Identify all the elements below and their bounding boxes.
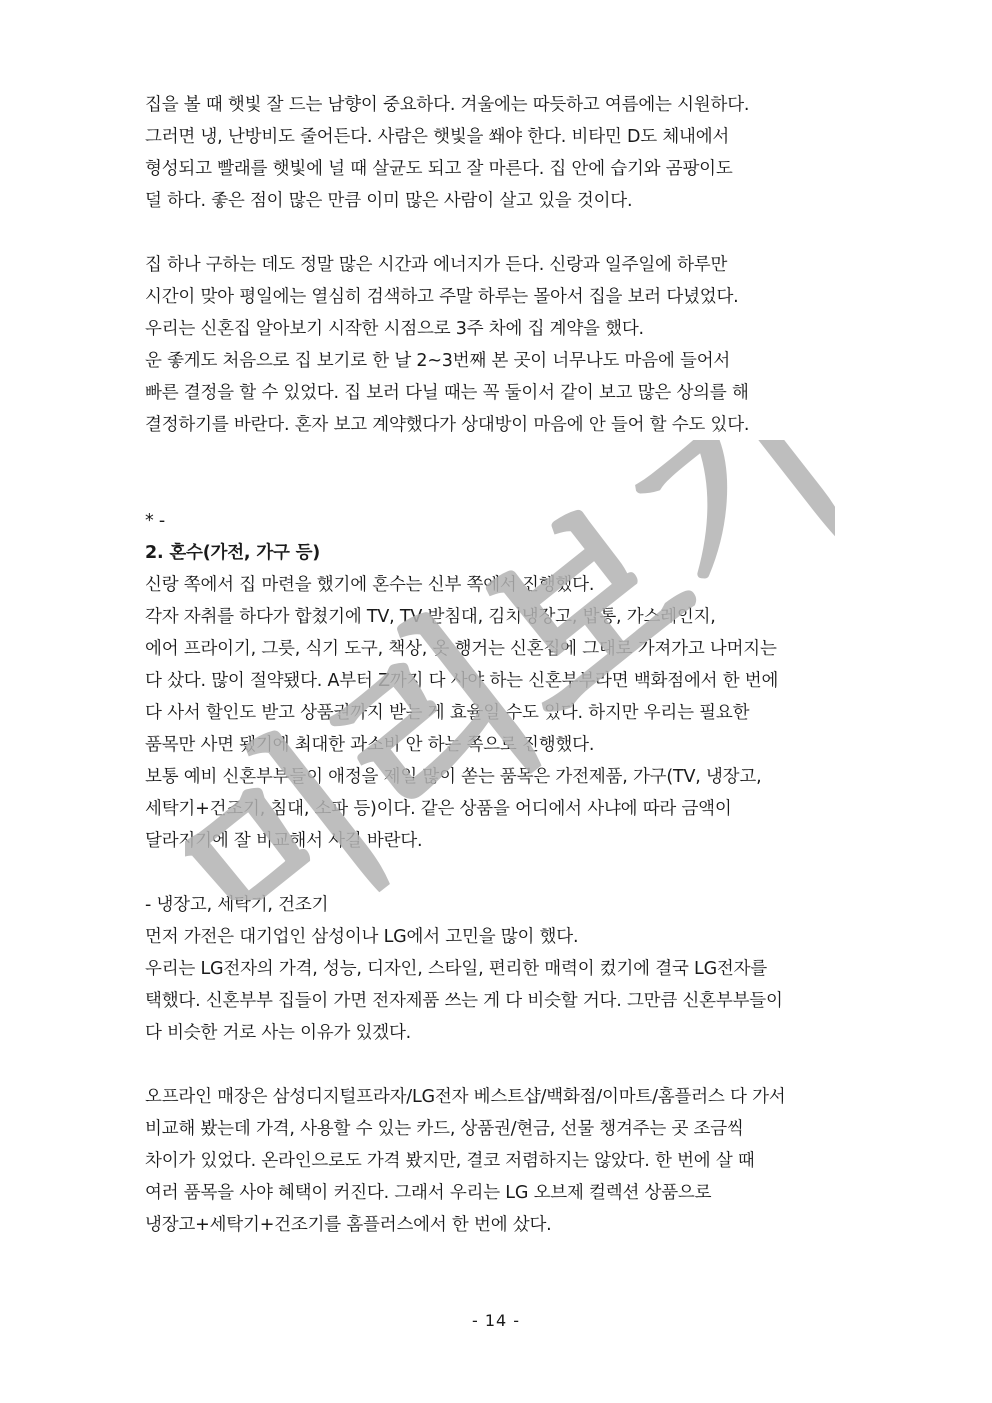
- section-title: 2. 혼수(가전, 가구 등): [145, 543, 321, 563]
- paragraph-line: 달라지기에 잘 비교해서 사길 바란다.: [145, 831, 423, 851]
- paragraph-line: 세탁기+건조기, 침대, 소파 등)이다. 같은 상품을 어디에서 사냐에 따라 금액이: [145, 799, 732, 819]
- paragraph-line: 택했다. 신혼부부 집들이 가면 전자제품 쓰는 게 다 비슷할 거다. 그만큼 신혼부부들이: [145, 991, 783, 1011]
- paragraph-line: 다 샀다. 많이 절약됐다. A부터 Z까지 다 사야 하는 신혼부부라면 백화점에서 한 번에: [145, 671, 779, 691]
- paragraph-line: 비교해 봤는데 가격, 사용할 수 있는 카드, 상품권/현금, 선물 챙겨주는 곳 조금씩: [145, 1119, 744, 1139]
- paragraph-line: 우리는 LG전자의 가격, 성능, 디자인, 스타일, 편리한 매력이 컸기에 결국 LG전자를: [145, 959, 768, 979]
- paragraph-line: 오프라인 매장은 삼성디지털프라자/LG전자 베스트샵/백화점/이마트/홈플러스 다 가서: [145, 1087, 786, 1107]
- page-number: - 14 -: [471, 1311, 521, 1330]
- paragraph-line: 에어 프라이기, 그릇, 식기 도구, 책상, 옷 행거는 신혼집에 그대로 가져가고 나머지는: [145, 639, 777, 659]
- watermark-text: 미리보기: [185, 440, 835, 900]
- paragraph-line: 먼저 가전은 대기업인 삼성이나 LG에서 고민을 많이 했다.: [145, 927, 579, 947]
- paragraph-line: 우리는 신혼집 알아보기 시작한 시점으로 3주 차에 집 계약을 했다.: [145, 319, 644, 339]
- paragraph-line: 집 하나 구하는 데도 정말 많은 시간과 에너지가 든다. 신랑과 일주일에 하루만: [145, 255, 728, 275]
- subsection-title: - 냉장고, 세탁기, 건조기: [145, 895, 329, 915]
- paragraph-line: 결정하기를 바란다. 혼자 보고 계약했다가 상대방이 마음에 안 들어 할 수도 있다.: [145, 415, 750, 435]
- paragraph-line: 보통 예비 신혼부부들이 애정을 제일 많이 쏟는 품목은 가전제품, 가구(TV, 냉장고,: [145, 767, 762, 787]
- separator-mark: * -: [145, 511, 166, 531]
- paragraph-line: 각자 자취를 하다가 합쳤기에 TV, TV 받침대, 김치냉장고, 밥통, 가스레인지,: [145, 607, 716, 627]
- paragraph-line: 품목만 사면 됐기에 최대한 과소비 안 하는 쪽으로 진행했다.: [145, 735, 595, 755]
- paragraph-line: 빠른 결정을 할 수 있었다. 집 보러 다닐 때는 꼭 둘이서 같이 보고 많은 상의를 해: [145, 383, 749, 403]
- paragraph-line: 운 좋게도 처음으로 집 보기로 한 날 2~3번째 본 곳이 너무나도 마음에 들어서: [145, 351, 731, 371]
- paragraph-line: 시간이 맞아 평일에는 열심히 검색하고 주말 하루는 몰아서 집을 보러 다녔었다.: [145, 287, 739, 307]
- paragraph-line: 집을 볼 때 햇빛 잘 드는 남향이 중요하다. 겨울에는 따듯하고 여름에는 시원하다.: [145, 95, 750, 115]
- paragraph-line: 신랑 쪽에서 집 마련을 했기에 혼수는 신부 쪽에서 진행했다.: [145, 575, 595, 595]
- paragraph-line: 다 비슷한 거로 사는 이유가 있겠다.: [145, 1023, 412, 1043]
- paragraph-line: 다 사서 할인도 받고 상품권까지 받는 게 효율일 수도 있다. 하지만 우리는 필요한: [145, 703, 750, 723]
- paragraph-line: 그러면 냉, 난방비도 줄어든다. 사람은 햇빛을 쐐야 한다. 비타민 D도 체내에서: [145, 127, 730, 147]
- paragraph-line: 여러 품목을 사야 혜택이 커진다. 그래서 우리는 LG 오브제 컬렉션 상품으로: [145, 1183, 712, 1203]
- paragraph-line: 냉장고+세탁기+건조기를 홈플러스에서 한 번에 샀다.: [145, 1215, 552, 1235]
- paragraph-line: 차이가 있었다. 온라인으로도 가격 봤지만, 결코 저렴하지는 않았다. 한 번에 살 때: [145, 1151, 755, 1171]
- paragraph-line: 덜 하다. 좋은 점이 많은 만큼 이미 많은 사람이 살고 있을 것이다.: [145, 191, 633, 211]
- paragraph-line: 형성되고 빨래를 햇빛에 널 때 살균도 되고 잘 마른다. 집 안에 습기와 곰팡이도: [145, 159, 733, 179]
